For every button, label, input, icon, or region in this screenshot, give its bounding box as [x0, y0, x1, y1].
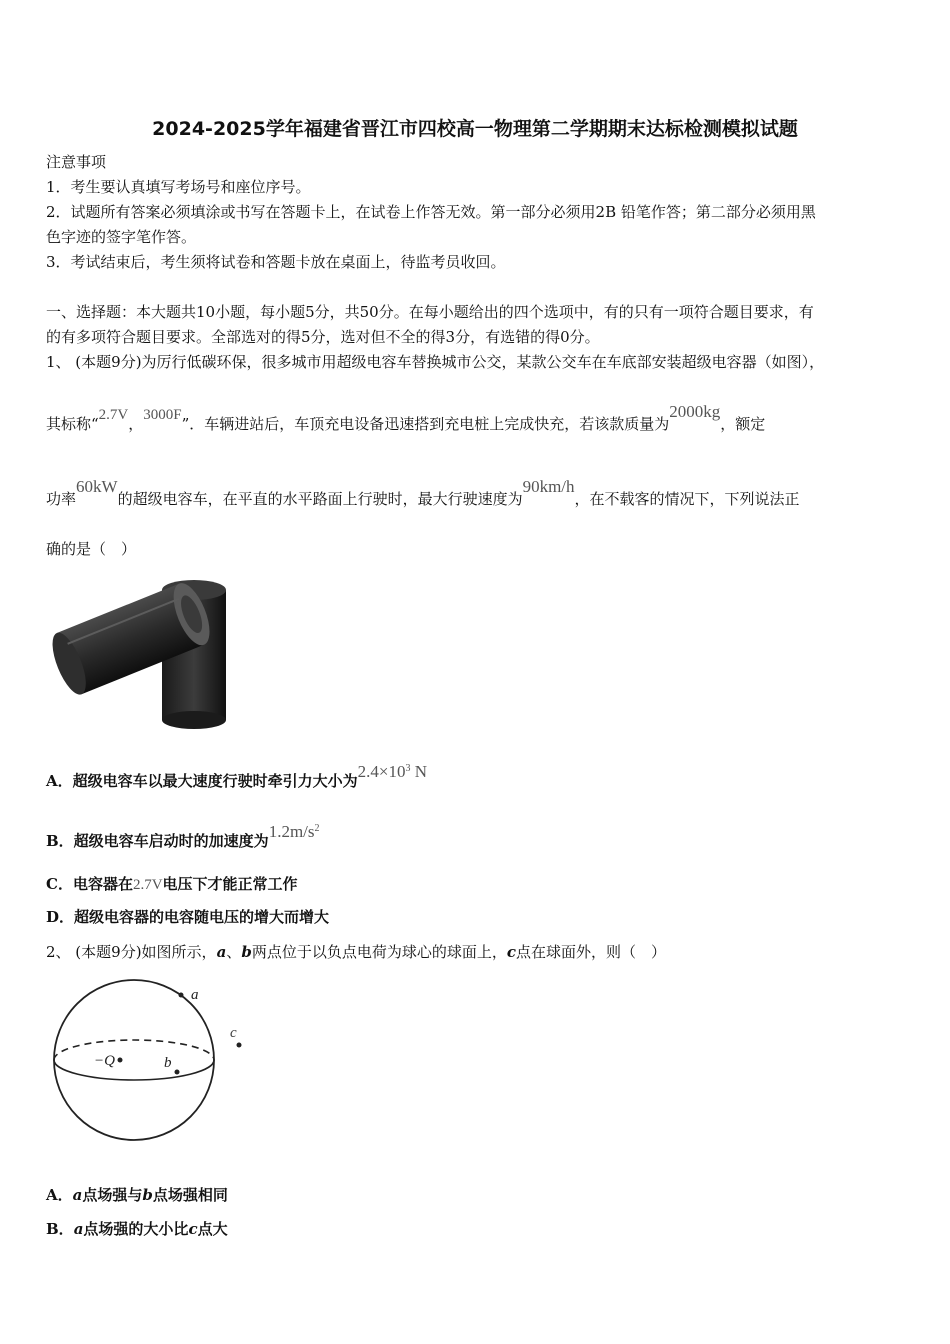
- q1-line3: [46, 477, 800, 509]
- q2-option-b-v1: a: [73, 1220, 84, 1238]
- notice-item-1: 1．考生要认真填写考场号和座位序号。: [46, 178, 311, 196]
- q2-option-a-mid: 点场强与: [82, 1186, 143, 1204]
- section-intro-line2: 的有多项符合题目要求。全部选对的得5分，选对但不全的得3分，有选错的得0分。: [46, 328, 600, 346]
- q1-option-c-text2: 电压下才能正常工作: [162, 875, 298, 893]
- q1-line2-c: ”．车辆进站后，车顶充电设备迅速搭到充电桩上完成快充，若该款质量为: [181, 415, 670, 433]
- q1-option-a-unit: N: [410, 762, 428, 781]
- q1-line2-a: 其标称“: [46, 415, 99, 433]
- equator-back: [54, 1040, 214, 1060]
- q2-option-a-v2: b: [142, 1186, 153, 1204]
- q2-mid2: 两点位于以负点电荷为球心的球面上，: [251, 943, 507, 961]
- q1-line2-b: ，: [128, 415, 144, 433]
- q1-line2: [46, 402, 766, 435]
- q1-option-b-math: [269, 822, 320, 841]
- q2-option-b-v2: c: [188, 1220, 198, 1238]
- q2-option-b: [46, 1219, 228, 1239]
- q2-var-c: c: [506, 943, 516, 961]
- point-c: [237, 1043, 242, 1048]
- q1-option-d: D．超级电容器的电容随电压的增大而增大: [46, 908, 330, 926]
- q1-option-a: [46, 762, 428, 791]
- q1-option-a-exp: 3: [405, 763, 411, 774]
- q1-line3-a: 功率: [46, 490, 77, 508]
- q2-option-a-pre: A．: [46, 1186, 73, 1204]
- label-c: c: [230, 1025, 237, 1041]
- q2-option-b-end: 点大: [197, 1220, 228, 1238]
- q1-option-c-math: 2.7V: [132, 877, 163, 893]
- q1-line3-b: 的超级电容车，在平直的水平路面上行驶时，最大行驶速度为: [117, 490, 523, 508]
- q1-option-a-text: A．超级电容车以最大速度行驶时牵引力大小为: [46, 772, 358, 790]
- q1-speed: 90km/h: [522, 477, 575, 496]
- q2-var-a: a: [216, 943, 227, 961]
- q1-power: 60kW: [76, 477, 118, 496]
- q1-option-c-text1: C．电容器在: [46, 875, 133, 893]
- q2-option-a-end: 点场强相同: [152, 1186, 228, 1204]
- q1-line3-c: ，在不载客的情况下，下列说法正: [574, 490, 800, 508]
- q1-capacitance: 3000F: [143, 407, 182, 423]
- q2-line: [46, 942, 666, 962]
- q2-mid1: 、: [226, 943, 242, 961]
- q2-option-a-v1: a: [72, 1186, 83, 1204]
- q2-option-b-pre: B．: [46, 1220, 74, 1238]
- q1-option-b: [46, 822, 320, 851]
- equator-front: [54, 1060, 214, 1080]
- capacitor-figure: [50, 568, 230, 730]
- point-a: [179, 993, 184, 998]
- q2-end: 点在球面外，则（ ）: [515, 943, 666, 961]
- notice-item-2-cont: 色字迹的签字笔作答。: [46, 228, 197, 246]
- notice-item-3: 3．考试结束后，考生须将试卷和答题卡放在桌面上，待监考员收回。: [46, 253, 506, 271]
- label-a: a: [191, 987, 199, 1003]
- q1-option-b-base: 1.2m/s: [268, 822, 315, 841]
- point-b: [175, 1070, 180, 1075]
- sphere-outline: [54, 980, 214, 1140]
- q1-option-b-text: B．超级电容车启动时的加速度为: [46, 832, 269, 850]
- label-q: −Q: [94, 1053, 115, 1069]
- q1-line1: 1、 (本题9分)为厉行低碳环保，很多城市用超级电容车替换城市公交，某款公交车在车底部安装超级电容器（如图），: [46, 353, 825, 371]
- point-q: [118, 1058, 123, 1063]
- q2-option-b-mid: 点场强的大小比: [83, 1220, 189, 1238]
- notice-heading: 注意事项: [46, 153, 107, 171]
- q2-prefix: 2、 (本题9分)如图所示，: [46, 943, 217, 961]
- q1-option-c: [46, 874, 298, 895]
- q1-option-b-exp: 2: [314, 823, 320, 834]
- q1-line2-d: ，额定: [720, 415, 766, 433]
- q1-voltage: 2.7V: [98, 407, 129, 423]
- q1-option-a-math: [358, 762, 427, 781]
- notice-item-2: 2．试题所有答案必须填涂或书写在答题卡上，在试卷上作答无效。第一部分必须用2B 铅笔作答；第二部分必须用黑: [46, 203, 816, 221]
- q2-var-b: b: [241, 943, 252, 961]
- label-b: b: [164, 1055, 172, 1071]
- q1-option-a-base: 2.4×10: [357, 762, 406, 781]
- q1-line4: 确的是（ ）: [46, 540, 137, 558]
- q1-mass: 2000kg: [669, 402, 721, 421]
- section-intro-line1: 一、选择题：本大题共10小题，每小题5分，共50分。在每小题给出的四个选项中，有的只有一项符合题目要求，有: [46, 303, 814, 321]
- sphere-figure: [46, 975, 256, 1147]
- page-title: 2024-2025学年福建省晋江市四校高一物理第二学期期末达标检测模拟试题: [152, 118, 798, 140]
- q2-option-a: [46, 1185, 228, 1205]
